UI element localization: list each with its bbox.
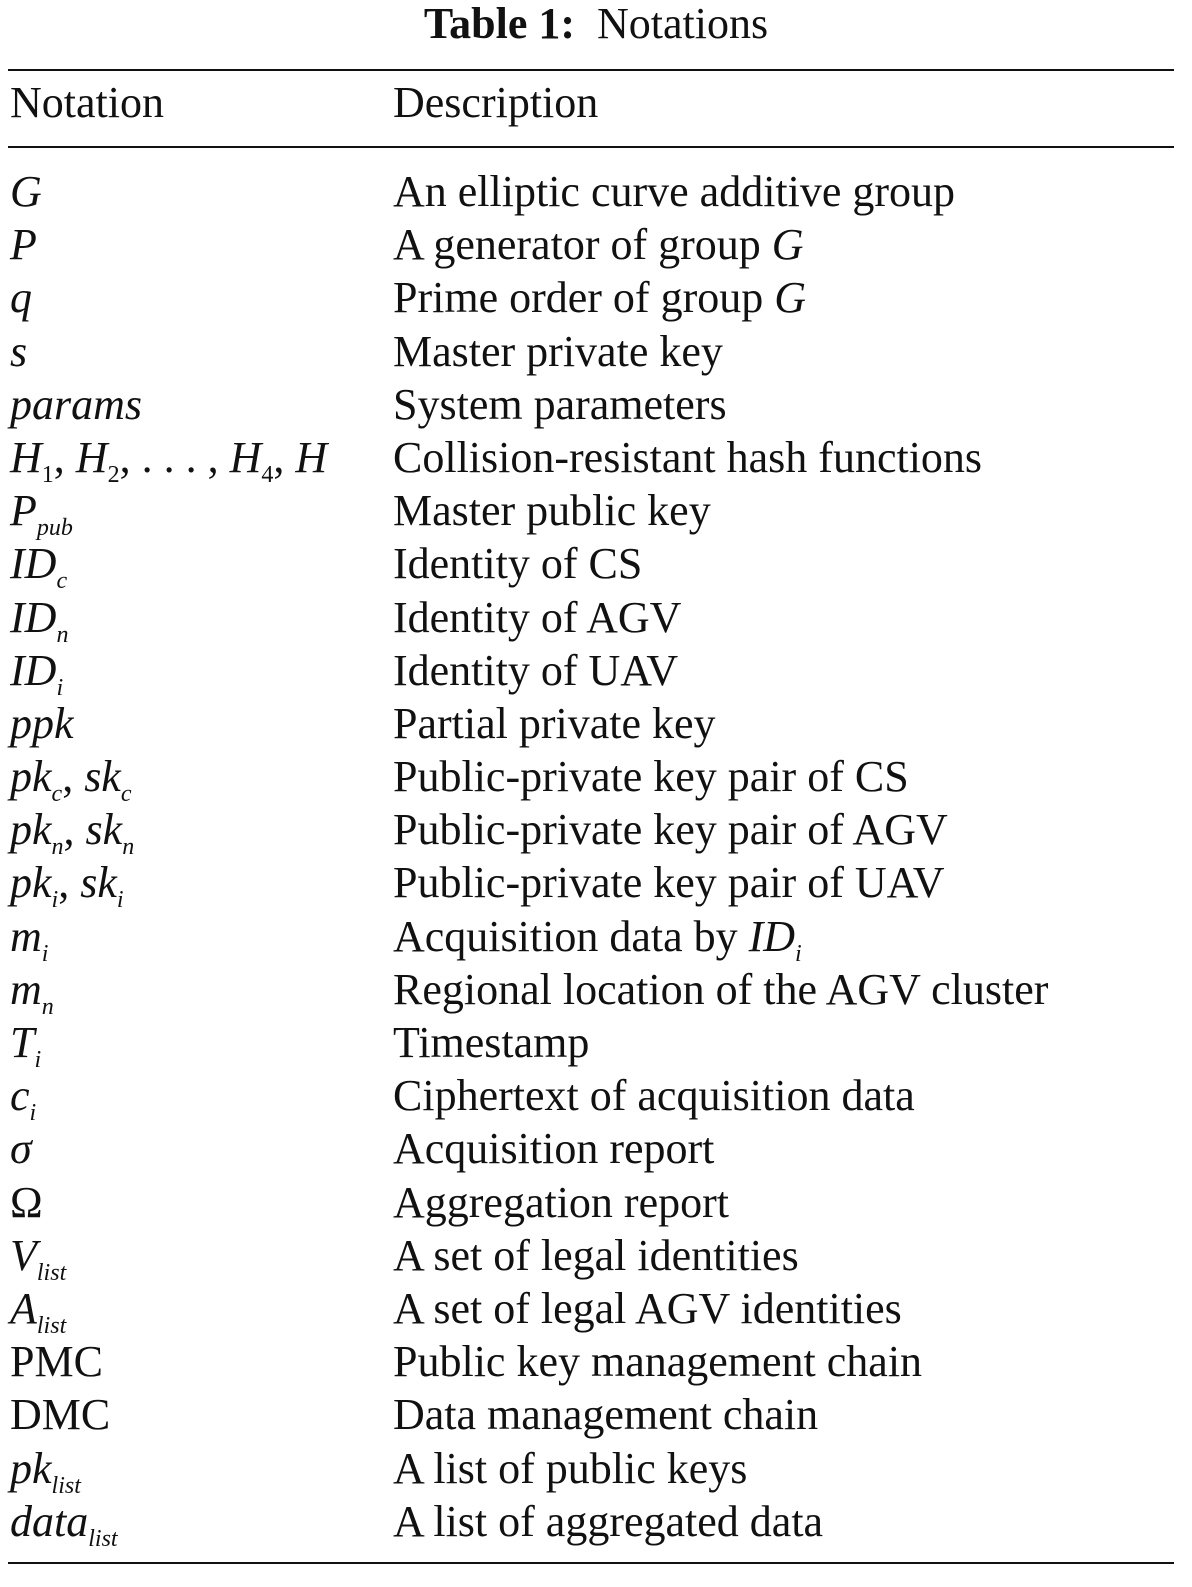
notation-cell (10, 697, 74, 750)
notation-cell (10, 325, 27, 378)
description-text: Acquisition data by (393, 911, 749, 961)
symbol: H (295, 432, 328, 482)
symbol: c (10, 1071, 30, 1121)
table-row (0, 218, 1192, 271)
subscript: i (41, 940, 49, 967)
description-symbol: ID (748, 911, 796, 961)
subscript: list (36, 1259, 67, 1286)
symbol: sk (85, 805, 123, 855)
description-subscript: i (795, 940, 802, 967)
description-cell (393, 218, 804, 271)
subscript: n (56, 621, 69, 648)
separator: , (53, 432, 76, 482)
subscript: n (122, 834, 135, 861)
table-body (0, 165, 1192, 1552)
symbol: m (10, 911, 42, 961)
symbol: σ (10, 1124, 32, 1174)
symbol: H (229, 432, 262, 482)
table-row (0, 1122, 1192, 1175)
symbol: ID (10, 592, 57, 642)
table-row (0, 803, 1192, 861)
table-row (0, 963, 1192, 1020)
notation-cell (10, 378, 142, 431)
subscript: c (51, 781, 63, 808)
notation-cell (10, 1176, 43, 1229)
header-notation: Notation (10, 78, 164, 127)
description-cell: Ciphertext of acquisition data (393, 1071, 915, 1121)
symbol: P (10, 486, 37, 536)
separator: , (58, 858, 81, 908)
description-cell: A list of public keys (393, 1443, 748, 1493)
description-cell: System parameters (393, 379, 727, 429)
notation-cell (10, 644, 64, 701)
subscript: list (88, 1525, 118, 1552)
symbol: H (10, 432, 42, 482)
subscript: n (51, 834, 64, 861)
description-cell: Timestamp (393, 1018, 590, 1067)
symbol: PMC (10, 1337, 103, 1387)
description-cell: Public key management chain (393, 1337, 923, 1387)
subscript: 4 (261, 461, 274, 488)
separator: , (62, 752, 85, 802)
table-row (0, 1069, 1192, 1127)
table-row (0, 1442, 1192, 1499)
symbol: pk (10, 1443, 52, 1493)
subscript: i (116, 887, 124, 914)
description-cell: Public-private key pair of CS (393, 752, 909, 802)
description-cell: Identity of UAV (393, 645, 679, 695)
table-row (0, 431, 1192, 488)
notation-cell (10, 1016, 42, 1073)
description-symbol: G (774, 273, 807, 323)
description-cell: A list of aggregated data (393, 1496, 824, 1546)
caption-label: Table 1: (423, 0, 576, 48)
notation-cell (10, 750, 132, 808)
subscript: n (41, 993, 54, 1020)
subscript: i (34, 1047, 42, 1073)
description-cell: Acquisition report (393, 1124, 715, 1174)
notation-cell (10, 1495, 118, 1552)
notation-cell (10, 218, 37, 271)
separator: , . . . , (119, 432, 230, 482)
table-row (0, 591, 1192, 648)
symbol: sk (80, 858, 117, 908)
description-cell: An elliptic curve additive group (393, 167, 956, 216)
table-row (0, 537, 1192, 595)
symbol: T (10, 1018, 35, 1067)
description-symbol: G (771, 220, 804, 270)
table-row (0, 378, 1192, 431)
description-cell: Data management chain (393, 1390, 819, 1440)
description-cell: Partial private key (393, 698, 716, 748)
table-row (0, 1495, 1192, 1552)
description-cell: Public-private key pair of AGV (393, 805, 948, 855)
symbol: Ω (10, 1177, 43, 1227)
symbol: q (10, 273, 32, 323)
table-row (0, 484, 1192, 542)
table-row (0, 165, 1192, 218)
separator: , (63, 805, 86, 855)
table-row (0, 1335, 1192, 1388)
symbol: A (10, 1283, 37, 1333)
notation-cell (10, 963, 54, 1020)
subscript: c (120, 781, 132, 808)
notation-cell (10, 1442, 81, 1499)
symbol: ID (10, 645, 57, 695)
notation-cell (10, 484, 73, 542)
symbol: DMC (10, 1390, 111, 1440)
subscript: 1 (41, 461, 54, 488)
notation-cell (10, 537, 68, 595)
symbol: pk (10, 858, 52, 908)
symbol: ID (10, 539, 57, 589)
notation-cell (10, 1122, 32, 1175)
symbol: m (10, 964, 42, 1014)
symbol: s (10, 326, 28, 376)
separator: , (273, 432, 296, 482)
table-row (0, 1016, 1192, 1073)
symbol: pk (10, 805, 52, 855)
table-row (0, 271, 1192, 324)
table-caption (0, 0, 1192, 48)
description-cell: A set of legal identities (393, 1230, 799, 1280)
symbol: sk (84, 752, 121, 802)
subscript: pub (36, 515, 73, 542)
description-cell: Regional location of the AGV cluster (393, 964, 1049, 1014)
table-row (0, 1282, 1192, 1339)
subscript: i (29, 1100, 37, 1127)
subscript: 2 (107, 461, 120, 488)
notation-cell (10, 1069, 37, 1127)
table-row (0, 750, 1192, 808)
symbol: pk (10, 752, 52, 802)
symbol: params (10, 379, 143, 429)
notation-cell (10, 1282, 67, 1339)
notation-cell (10, 856, 124, 914)
table-row (0, 1176, 1192, 1229)
symbol: V (10, 1230, 37, 1280)
notation-cell (10, 1335, 103, 1388)
subscript: i (51, 887, 59, 914)
notation-cell (10, 591, 69, 648)
description-text: Prime order of group (393, 273, 775, 323)
top-rule (8, 69, 1174, 71)
notation-cell (10, 1229, 67, 1286)
subscript: list (36, 1312, 67, 1339)
description-cell: Collision-resistant hash functions (393, 432, 983, 482)
description-cell: Master private key (393, 326, 723, 376)
subscript: list (51, 1472, 81, 1499)
table-row (0, 856, 1192, 914)
header-rule (8, 146, 1174, 148)
table-row (0, 644, 1192, 701)
header-description: Description (393, 78, 599, 127)
symbol: G (10, 167, 42, 216)
subscript: c (56, 568, 68, 595)
notation-cell (10, 803, 135, 861)
notation-cell (10, 431, 328, 488)
description-cell: Public-private key pair of UAV (393, 858, 945, 908)
notation-cell (10, 165, 42, 218)
table-row (0, 910, 1192, 967)
notation-cell (10, 910, 49, 967)
symbol: P (10, 220, 37, 270)
table-header-row (0, 78, 1192, 128)
table-row (0, 697, 1192, 750)
symbol: ppk (10, 698, 74, 748)
description-text: A generator of group (393, 220, 772, 270)
notation-cell (10, 1388, 110, 1441)
subscript: i (56, 674, 64, 701)
description-cell (393, 910, 802, 967)
description-cell (393, 271, 806, 324)
description-cell: Identity of CS (393, 539, 643, 589)
symbol: data (10, 1496, 89, 1546)
notation-cell (10, 271, 32, 324)
description-cell: A set of legal AGV identities (393, 1283, 902, 1333)
caption-title: Notations (597, 0, 769, 48)
symbol: H (75, 432, 108, 482)
table-row (0, 325, 1192, 378)
table-row (0, 1229, 1192, 1286)
bottom-rule (8, 1562, 1174, 1564)
description-cell: Identity of AGV (393, 592, 682, 642)
description-cell: Aggregation report (393, 1177, 729, 1227)
table-row (0, 1388, 1192, 1441)
description-cell: Master public key (393, 486, 711, 536)
